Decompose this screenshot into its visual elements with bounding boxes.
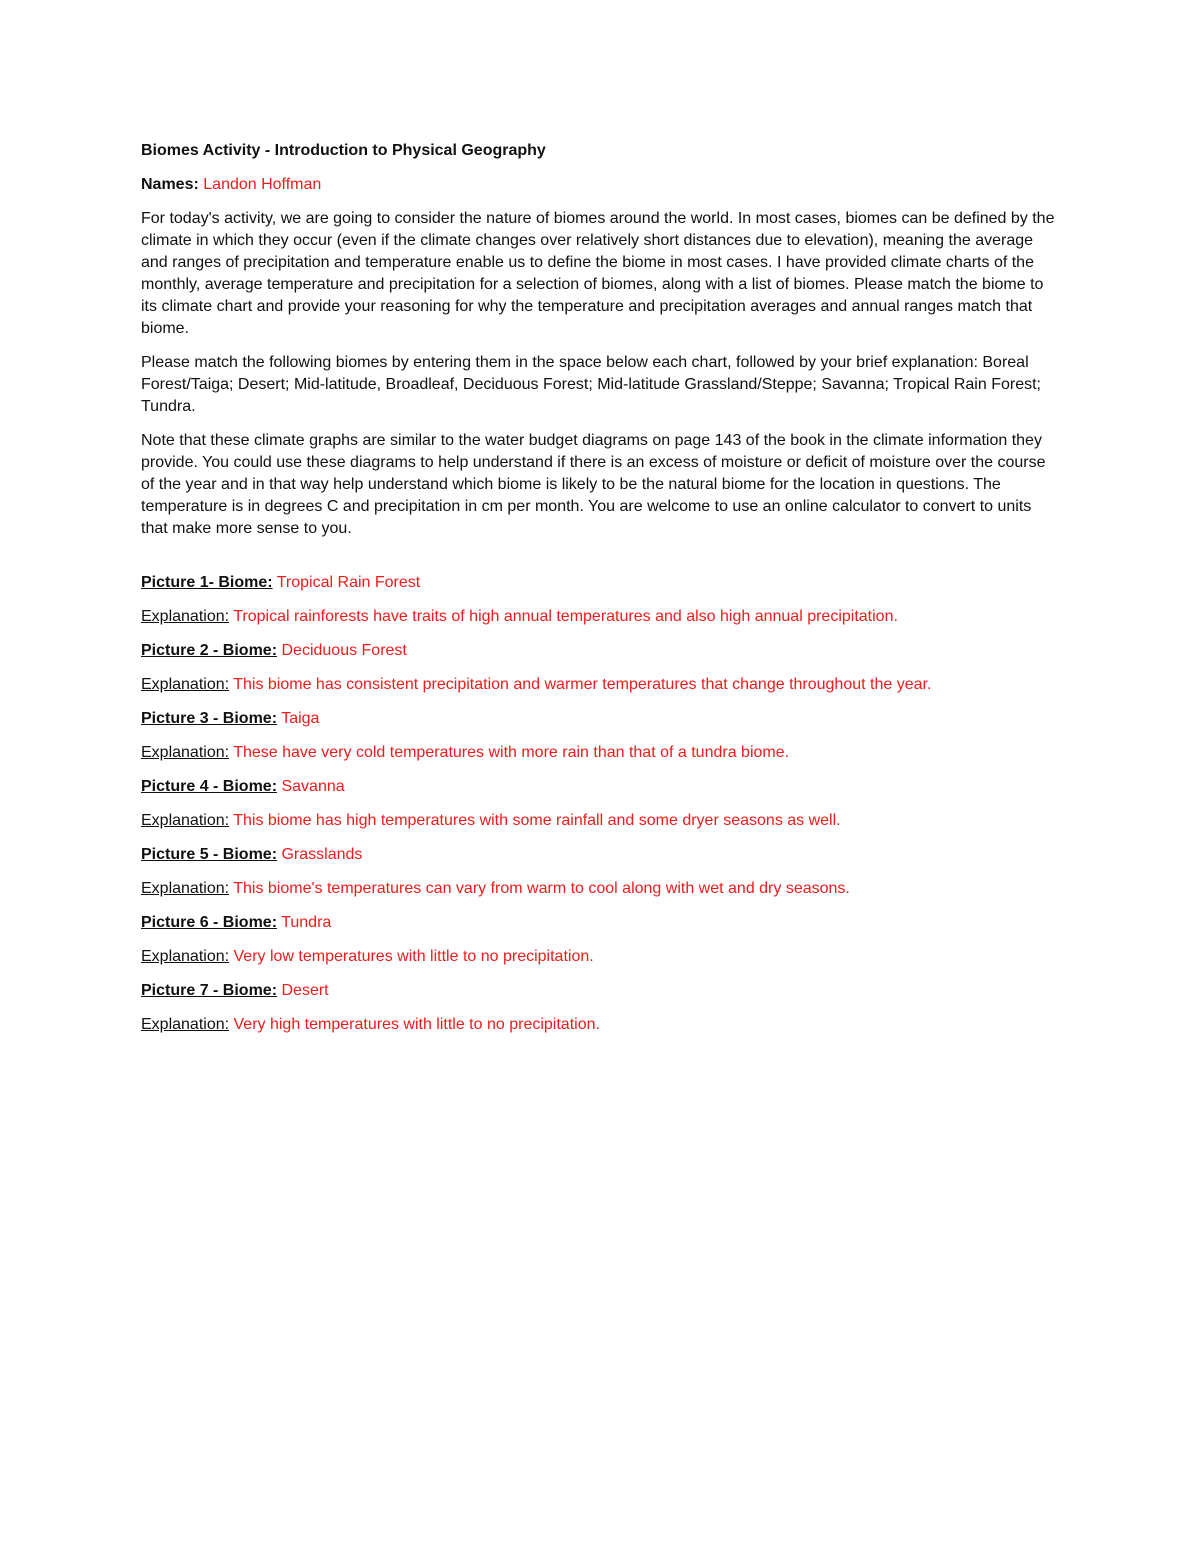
explanation-answer: Tropical rainforests have traits of high annual temperatures and also high annual precipitation.: [233, 608, 898, 625]
biome-answer: Grasslands: [281, 846, 363, 863]
biome-line: [141, 776, 1061, 798]
explanation-label: Explanation:: [141, 608, 230, 625]
explanation-line: [141, 606, 1061, 628]
explanation-line: [141, 1014, 1061, 1036]
explanation-label: Explanation:: [141, 676, 230, 693]
names-label: Names:: [141, 176, 199, 193]
biome-label: Picture 4 - Biome:: [141, 778, 278, 795]
explanation-label: Explanation:: [141, 1016, 230, 1033]
document-body: [141, 140, 1061, 1048]
picture-7: [141, 980, 1061, 1036]
biome-line: [141, 572, 1061, 594]
explanation-line: [141, 742, 1061, 764]
explanation-answer: This biome has consistent precipitation and warmer temperatures that change throughout the year.: [233, 676, 932, 693]
instructions-paragraph: Please match the following biomes by entering them in the space below each chart, followed by your brief explanation: Boreal Forest/Taiga; Desert; Mid-latitude, Broadleaf, Deciduous Forest; Mid-latitude Grassland/Steppe; Savanna; Tropical Rain Forest; Tundra.: [141, 354, 1041, 415]
explanation-answer: Very low temperatures with little to no precipitation.: [233, 948, 594, 965]
explanation-answer: Very high temperatures with little to no precipitation.: [233, 1016, 600, 1033]
biome-answer: Desert: [281, 982, 329, 999]
explanation-label: Explanation:: [141, 948, 230, 965]
biome-label: Picture 1- Biome:: [141, 574, 273, 591]
picture-1: [141, 572, 1061, 628]
document-title: Biomes Activity - Introduction to Physical Geography: [141, 142, 546, 159]
biome-line: [141, 980, 1061, 1002]
biome-label: Picture 3 - Biome:: [141, 710, 278, 727]
picture-3: [141, 708, 1061, 764]
biome-answer: Savanna: [281, 778, 345, 795]
biome-label: Picture 7 - Biome:: [141, 982, 278, 999]
biome-label: Picture 6 - Biome:: [141, 914, 278, 931]
note-paragraph: Note that these climate graphs are similar to the water budget diagrams on page 143 of the book in the climate information they provide. You could use these diagrams to help understand if there is an excess of moisture or deficit of moisture over the course of the year and in that way help understand which biome is likely to be the natural biome for the location in questions. The temperature is in degrees C and precipitation in cm per month. You are welcome to use an online calculator to convert to units that make more sense to you.: [141, 432, 1046, 537]
biome-label: Picture 2 - Biome:: [141, 642, 278, 659]
explanation-answer: These have very cold temperatures with more rain than that of a tundra biome.: [233, 744, 790, 761]
explanation-answer: This biome has high temperatures with some rainfall and some dryer seasons as well.: [233, 812, 841, 829]
picture-4: [141, 776, 1061, 832]
intro-paragraph: For today's activity, we are going to consider the nature of biomes around the world. In most cases, biomes can be defined by the climate in which they occur (even if the climate changes over relatively short distances due to elevation), meaning the average and ranges of precipitation and temperature enable us to define the biome in most cases. I have provided climate charts of the monthly, average temperature and precipitation for a selection of biomes, along with a list of biomes. Please match the biome to its climate chart and provide your reasoning for why the temperature and precipitation averages and annual ranges match that biome.: [141, 210, 1055, 337]
section-spacer: [141, 552, 1061, 572]
names-value: Landon Hoffman: [203, 176, 322, 193]
biome-label: Picture 5 - Biome:: [141, 846, 278, 863]
explanation-answer: This biome's temperatures can vary from warm to cool along with wet and dry seasons.: [233, 880, 850, 897]
explanation-line: [141, 810, 1061, 832]
biome-line: [141, 640, 1061, 662]
biome-answer: Tropical Rain Forest: [276, 574, 421, 591]
picture-2: [141, 640, 1061, 696]
biome-answer: Taiga: [281, 710, 320, 727]
names-line: [141, 174, 1061, 196]
biome-answer: Tundra: [281, 914, 332, 931]
explanation-line: [141, 674, 1061, 696]
biome-answer: Deciduous Forest: [281, 642, 407, 659]
biome-line: [141, 708, 1061, 730]
explanation-line: [141, 946, 1061, 968]
biome-line: [141, 844, 1061, 866]
explanation-label: Explanation:: [141, 744, 230, 761]
biome-line: [141, 912, 1061, 934]
explanation-label: Explanation:: [141, 880, 230, 897]
explanation-line: [141, 878, 1061, 900]
explanation-label: Explanation:: [141, 812, 230, 829]
picture-6: [141, 912, 1061, 968]
picture-5: [141, 844, 1061, 900]
